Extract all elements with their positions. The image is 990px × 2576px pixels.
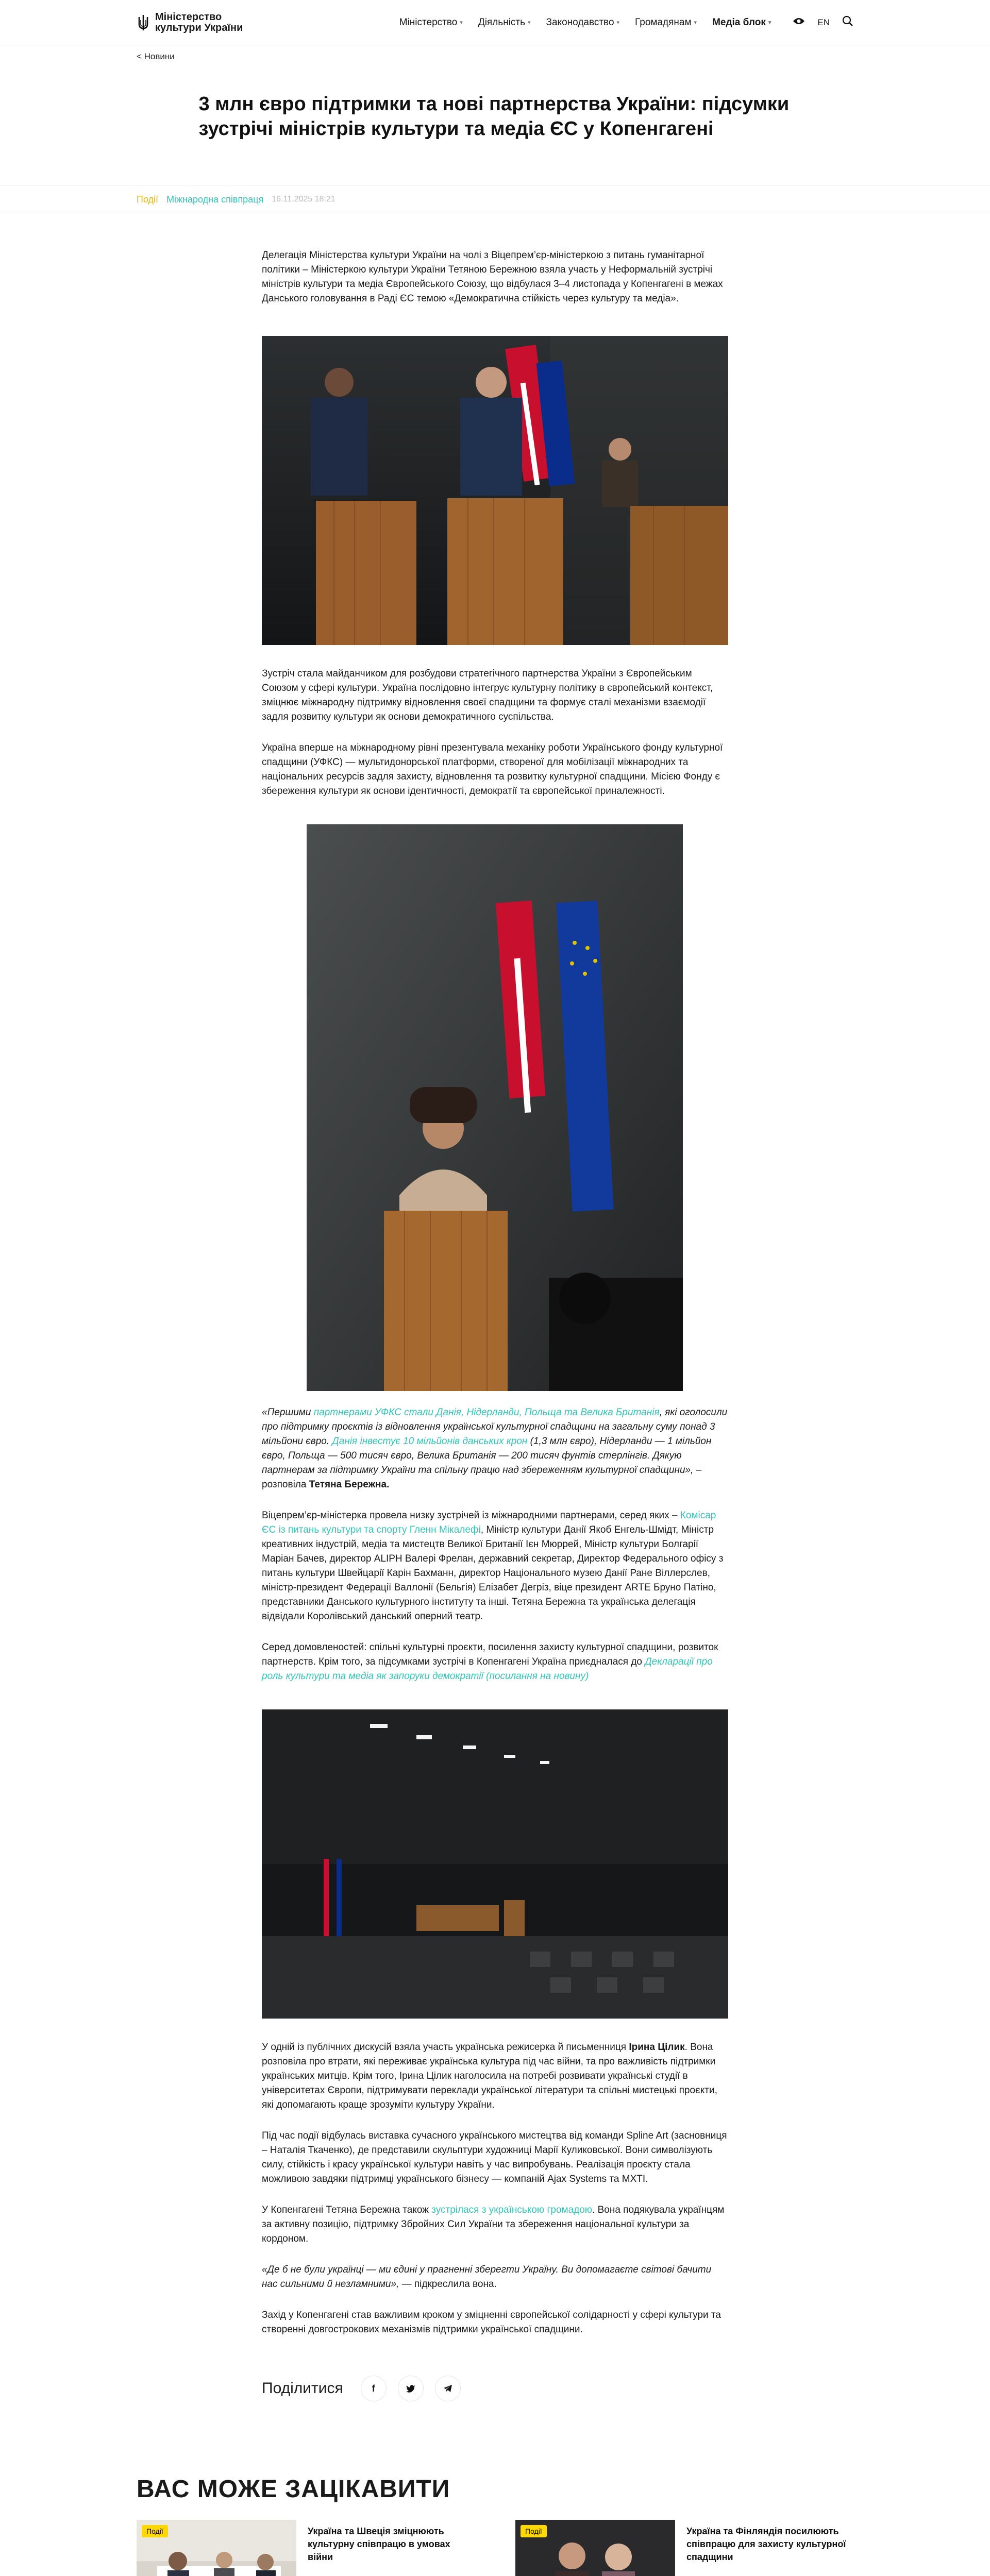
tag-international[interactable]: Міжнародна співпраця [166, 194, 264, 205]
paragraph: «Де б не були українці — ми єдині у прагненні зберегти Україну. Ви допомагаєте світові бачити нас сильними й незламними», — підкреслила вона. [262, 2264, 712, 2290]
facebook-icon[interactable]: f [361, 2376, 387, 2401]
page-title: 3 млн євро підтримки та нові партнерства України: підсумки зустрічі міністрів культури та медіа ЄС у Копенгагені [198, 93, 790, 140]
related-card[interactable] [137, 2520, 474, 2576]
share-bar [262, 2373, 728, 2404]
paragraph: Україна вперше на міжнародному рівні презентувала механіку роботи Українського фонду культурної спадщини (УФКС) — мультидонорської платформи, створеної для мобілізації міжнародних та національних ресурсів задля захисту, відновлення та розвитку культурної спадщини. Місією Фонду є збереження культури як основи ідентичності, демократії та європейської приналежності. [262, 742, 723, 796]
accessibility-eye-icon[interactable] [793, 17, 805, 28]
link-denmark-investment[interactable]: Данія інвестує 10 мільйонів данських крон [332, 1436, 528, 1447]
search-icon[interactable] [842, 15, 853, 30]
telegram-icon[interactable] [435, 2376, 461, 2401]
nav-item-citizens[interactable]: Громадянам ▾ [635, 16, 697, 28]
photo-minister-speaking [307, 824, 683, 1391]
paragraph: Серед домовленостей: спільні культурні проєкти, посилення захисту культурної спадщини, розвиток партнерств. Крім того, за підсумками зустрічі в Копенгагені Україна приєдналася до Декларації про роль культури та медіа як запоруки демократії (посилання на новину) [262, 1642, 718, 1682]
paragraph: Зустріч стала майданчиком для розбудови стратегічного партнерства України з Європейським Союзом у сфері культури. Україна послідовно інтегрує культурну політику в європейський контекст, зміцнює міжнародну підтримку відновлення своєї спадщини та формує сталі механізми взаємодії задля розвитку культури як основи демократичного суспільства. [262, 668, 713, 722]
main-nav [399, 15, 853, 30]
photo-ministers-podium [262, 336, 728, 645]
related-card-image [515, 2520, 675, 2576]
nav-item-media[interactable]: Медіа блок ▾ [712, 16, 771, 28]
publish-date: 16.11.2025 18:21 [272, 195, 335, 204]
related-heading: ВАС МОЖЕ ЗАЦІКАВИТИ [137, 2476, 450, 2503]
chevron-down-icon: ▾ [768, 20, 771, 26]
twitter-icon[interactable] [398, 2376, 424, 2401]
tag-events[interactable]: Події [137, 194, 159, 205]
link-eu-commissioner[interactable]: Комісар ЄС із питань культури та спорту Гленн Мікалефі [262, 1510, 716, 1535]
language-switch[interactable]: EN [817, 17, 830, 27]
category-badge: Події [142, 2525, 168, 2537]
logo-text: Міністерство культури України [155, 11, 243, 33]
chevron-down-icon: ▾ [694, 20, 697, 26]
nav-item-ministry[interactable]: Міністерство ▾ [399, 16, 463, 28]
article-tags [0, 185, 990, 213]
share-label: Поділитися [262, 2380, 343, 2397]
photo-conference-hall [262, 1709, 728, 2019]
paragraph: Під час події відбулась виставка сучасного українського мистецтва від команди Spline Art (засновниця – Наталія Ткаченко), де представили скульптури художниці Марії Куликовської. Вони символізують силу, стійкість і красу української культури навіть у час випробувань. Реалізація проєкту стала можливою завдяки підтримці українського бізнесу — компаній Ajax Systems та MXTI. [262, 2130, 727, 2184]
related-section [0, 2475, 990, 2576]
category-badge: Події [521, 2525, 547, 2537]
paragraph: Захід у Копенгагені став важливим кроком у зміцненні європейської солідарності у сфері культури та створенні довгострокових механізмів підтримки української спадщини. [262, 2310, 721, 2335]
link-declaration[interactable]: Декларації про роль культури та медіа як запоруки демократії (посилання на новину) [262, 1656, 713, 1682]
paragraph: У одній із публічних дискусій взяла участь українська режисерка й письменниця Ірина Цілик. Вона розповіла про втрати, які переживає українська культура під час війни, та про важливість підтримки українських митців. Крім того, Ірина Цілик наголосила на потребі розвивати українські студії в університетах Європи, підтримувати переклади української літератури та спільні мистецькі проєкти, які допомагають краще зрозуміти культуру України. [262, 2042, 717, 2110]
paragraph: Віцепрем’єр-міністерка провела низку зустрічей із міжнародними партнерами, серед яких – Комісар ЄС із питань культури та спорту Гленн Мікалефі, Міністр культури Данії Якоб Енгель-Шмідт, Міністр креативних індустрій, медіа та мистецтв Великої Британії Ієн Мюррей, Міністр культури Болгарії Маріан Бачев, директор ALIPH Валері Фрелан, державний секретар, Директор Федерального офісу з питань культури Швейцарії Карін Бахманн, директор Національного музею Данії Ране Віллерслев, міністр-президент Федерації Валлонії (Бельгія) Елізабет Дегріз, віце президент ARTE Бруно Патіно, представники Данського культурного інституту та інші. Тетяна Бережна та українська делегація відвідали Королівський данський оперний театр. [262, 1510, 724, 1622]
related-card[interactable] [515, 2520, 853, 2576]
site-header [0, 0, 990, 45]
nav-item-activity[interactable]: Діяльність ▾ [478, 16, 531, 28]
chevron-down-icon: ▾ [460, 20, 463, 26]
paragraph: Делегація Міністерства культури України на чолі з Віцепрем’єр-міністеркою з питань гуманітарної політики – Міністеркою культури України Тетяною Бережною взяла участь у Неформальній зустрічі міністрів культури та медіа Європейського Союзу, що відбулася 3–4 листопада у Копенгагені в межах Данського головування в Раді ЄС темою «Демократична стійкість через культуру та медіа». [262, 250, 723, 304]
article-body [262, 248, 728, 2404]
link-community-meeting[interactable]: зустрілася з українською громадою [431, 2205, 593, 2215]
related-card-title: Україна та Швеція зміцнюють культурну співпрацю в умовах війни [308, 2526, 450, 2562]
paragraph: У Копенгагені Тетяна Бережна також зустрілася з українською громадою. Вона подякувала українцям за активну позицію, підтримку Збройних Сил України та збереження національної культури за кордоном. [262, 2205, 725, 2244]
quote-paragraph: «Першими партнерами УФКС стали Данія, Нідерланди, Польща та Велика Британія, які оголосили про підтримку проєктів із відновлення української культурної спадщини на загальну суму понад 3 мільйони євро. Данія інвестує 10 мільйонів данських крон (1,3 млн євро), Нідерланди — 1 мільйон євро, Польща — 500 тисяч євро, Велика Британія — 200 тисяч фунтів стерлінгів. Дякую партнерам за підтримку України та спільну працю над збереженням культурної спадщини», – розповіла Тетяна Бережна. [262, 1407, 728, 1490]
header-utilities [793, 15, 853, 30]
link-uhf-partners[interactable]: партнерами УФКС стали Данія, Нідерланди, Польща та Велика Британія [313, 1407, 660, 1418]
breadcrumb-back-link[interactable]: < Новини [137, 52, 175, 61]
nav-item-legislation[interactable]: Законодавство ▾ [546, 16, 620, 28]
chevron-down-icon: ▾ [528, 20, 531, 26]
trident-icon [137, 13, 150, 32]
related-card-image [137, 2520, 296, 2576]
breadcrumb [0, 45, 990, 64]
chevron-down-icon: ▾ [616, 20, 620, 26]
related-card-title: Україна та Фінляндія посилюють співпрацю для захисту культурної спадщини [686, 2526, 846, 2562]
site-logo[interactable] [137, 12, 274, 33]
